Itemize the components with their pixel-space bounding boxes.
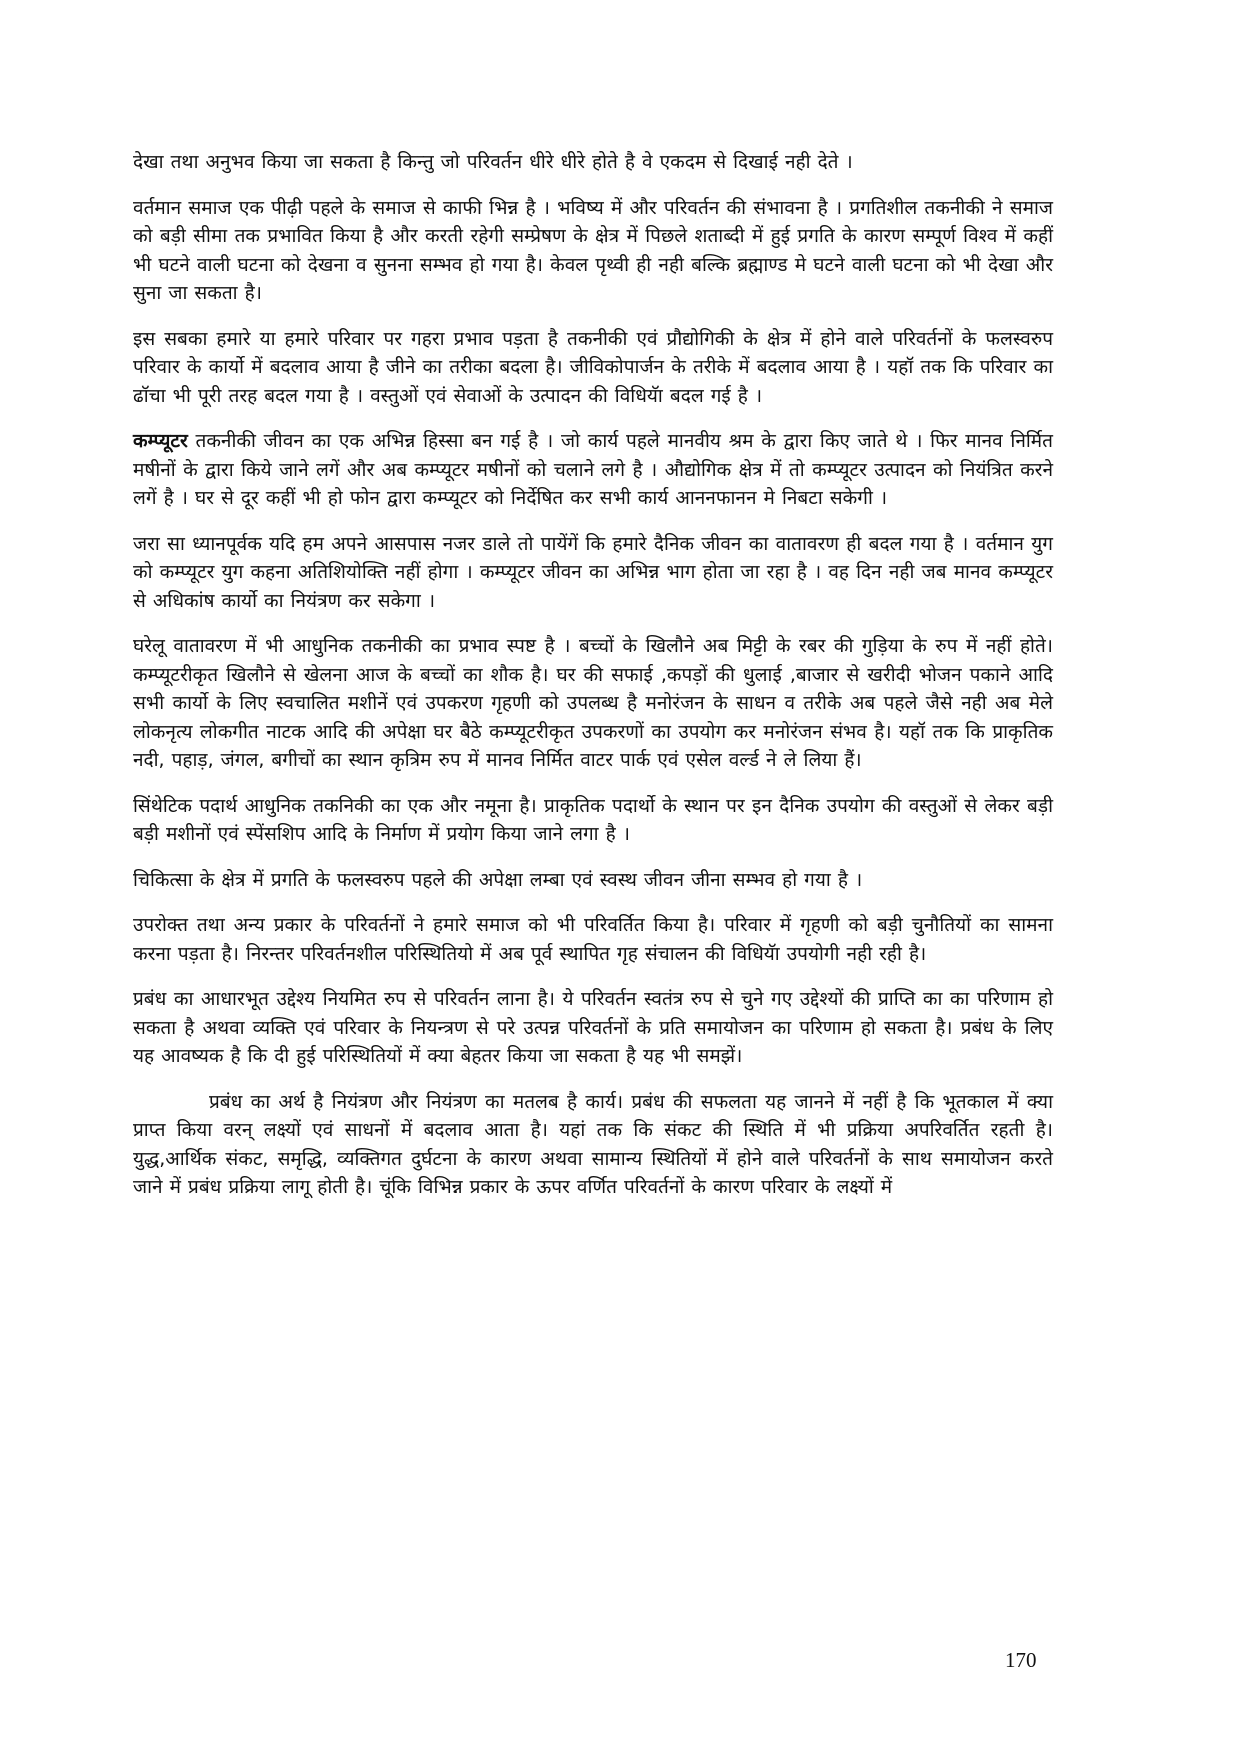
paragraph (133, 530, 1053, 616)
paragraph (133, 194, 1053, 308)
paragraph-text: सिंथेटिक पदार्थ आधुनिक तकनिकी का एक और नमूना है। प्राकृतिक पदार्थो के स्थान पर इन दैनिक उपयोग की वस्तुओं से लेकर बड़ी बड़ी मशीनों एवं स्पेंसशिप आदि के निर्माण में प्रयोग किया जाने लगा है । (133, 794, 1053, 845)
paragraph-text: चिकित्सा के क्षेत्र में प्रगति के फलस्वरुप पहले की अपेक्षा लम्बा एवं स्वस्थ जीवन जीना सम्भव हो गया है । (133, 868, 863, 891)
paragraph-text: घरेलू वातावरण में भी आधुनिक तकनीकी का प्रभाव स्पष्ट है । बच्चों के खिलौने अब मिट्टी के रबर की गुड़िया के रुप में नहीं होते। कम्प्यूटरीकृत खिलौने से खेलना आज के बच्चों का शौक है। घर की सफाई ,कपड़ों की धुलाई ,बाजार से खरीदी भोजन पकाने आदि सभी कार्यो के लिए स्वचालित मशीनें एवं उपकरण गृहणी को उपलब्ध है मनोरंजन के साधन व तरीके अब पहले जैसे नही अब मेले लोकनृत्य लोकगीत नाटक आदि की अपेक्षा घर बैठे कम्प्यूटरीकृत उपकरणों का उपयोग कर मनोरंजन संभव है। यहॉ तक कि प्राकृतिक नदी, पहाड़, जंगल, बगीचों का स्थान कृत्रिम रुप में मानव निर्मित वाटर पार्क एवं एसेल वर्ल्ड ने ले लिया हैं। (133, 635, 1053, 771)
paragraph-text: जरा सा ध्यानपूर्वक यदि हम अपने आसपास नजर डाले तो पायेंगें कि हमारे दैनिक जीवन का वातावरण ही बदल गया है । वर्तमान युग को कम्प्यूटर युग कहना अतिशियोक्ति नहीं होगा । कम्प्यूटर जीवन का अभिन्न भाग होता जा रहा है । वह दिन नही जब मानव कम्प्यूटर से अधिकांष कार्यो का नियंत्रण कर सकेगा । (133, 532, 1053, 612)
paragraph (133, 427, 1053, 513)
paragraph (133, 325, 1053, 411)
paragraph (133, 792, 1053, 849)
paragraph-text: वर्तमान समाज एक पीढ़ी पहले के समाज से काफी भिन्न है । भविष्य में और परिवर्तन की संभावना है । प्रगतिशील तकनीकी ने समाज को बड़ी सीमा तक प्रभावित किया है और करती रहेगी सम्प्रेषण के क्षेत्र में पिछले शताब्दी में हुई प्रगति के कारण सम्पूर्ण विश्व में कहीं भी घटने वाली घटना को देखना व सुनना सम्भव हो गया है। केवल पृथ्वी ही नही बल्कि ब्रह्माण्ड मे घटने वाली घटना को भी देखा और सुना जा सकता है। (133, 196, 1053, 304)
page-body (133, 148, 1053, 1219)
paragraph-text: उपरोक्त तथा अन्य प्रकार के परिवर्तनों ने हमारे समाज को भी परिवर्तित किया है। परिवार में गृहणी को बड़ी चुनौतियों का सामना करना पड़ता है। निरन्तर परिवर्तनशील परिस्थितियो में अब पूर्व स्थापित गृह संचालन की विधियॅा उपयोगी नही रही है। (133, 914, 1053, 965)
paragraph-text: प्रबंध का आधारभूत उद्देश्य नियमित रुप से परिवर्तन लाना है। ये परिवर्तन स्वतंत्र रुप से चुने गए उद्देश्यों की प्राप्ति का का परिणाम हो सकता है अथवा व्यक्ति एवं परिवार के नियन्त्रण से परे उत्पन्न परिवर्तनों के प्रति समायोजन का परिणाम हो सकता है। प्रबंध के लिए यह आवष्यक है कि दी हुई परिस्थितियों में क्या बेहतर किया जा सकता है यह भी समझें। (133, 988, 1053, 1067)
paragraph (133, 1088, 1053, 1202)
paragraph (133, 866, 1053, 895)
paragraph (133, 911, 1053, 968)
paragraph (133, 632, 1053, 775)
paragraph (133, 148, 1053, 177)
page-number: 170 (1005, 1648, 1037, 1672)
paragraph-text: इस सबका हमारे या हमारे परिवार पर गहरा प्रभाव पड़ता है तकनीकी एवं प्रौद्योगिकी के क्षेत्र में होने वाले परिवर्तनों के फलस्वरुप परिवार के कार्यो में बदलाव आया है जीने का तरीका बदला है। जीविकोपार्जन के तरीके में बदलाव आया है । यहॉ तक कि परिवार का ढॉचा भी पूरी तरह बदल गया है । वस्तुओं एवं सेवाओं के उत्पादन की विधियॅा बदल गई है । (133, 327, 1053, 407)
paragraph-text: प्रबंध का अर्थ है नियंत्रण और नियंत्रण का मतलब है कार्य। प्रबंध की सफलता यह जानने में नहीं है कि भूतकाल में क्या प्राप्त किया वरन् लक्ष्यों एवं साधनों में बदलाव आता है। यहां तक कि संकट की स्थिति में भी प्रक्रिया अपरिवर्तित रहती है। युद्ध,आर्थिक संकट, समृद्धि, व्यक्तिगत दुर्घटना के कारण अथवा सामान्य स्थितियों में होने वाले परिवर्तनों के साथ समायोजन करते जाने में प्रबंध प्रक्रिया लागू होती है। चूंकि विभिन्न प्रकार के ऊपर वर्णित परिवर्तनों के कारण परिवार के लक्ष्यों में (133, 1090, 1053, 1198)
paragraph-text: देखा तथा अनुभव किया जा सकता है किन्तु जो परिवर्तन धीरे धीरे होते है वे एकदम से दिखाई नही देते । (133, 151, 853, 173)
bold-term: कम्प्यूटर (133, 430, 188, 452)
paragraph (133, 985, 1053, 1071)
paragraph-text: तकनीकी जीवन का एक अभिन्न हिस्सा बन गई है । जो कार्य पहले मानवीय श्रम के द्वारा किए जाते थे । फिर मानव निर्मित मषीनों के द्वारा किये जाने लगें और अब कम्प्यूटर मषीनों को चलाने लगे है । औद्योगिक क्षेत्र में तो कम्प्यूटर उत्पादन को नियंत्रित करने लगें है । घर से दूर कहीं भी हो फोन द्वारा कम्प्यूटर को निर्देषित कर सभी कार्य आननफानन मे निबटा सकेगी । (133, 430, 1053, 509)
